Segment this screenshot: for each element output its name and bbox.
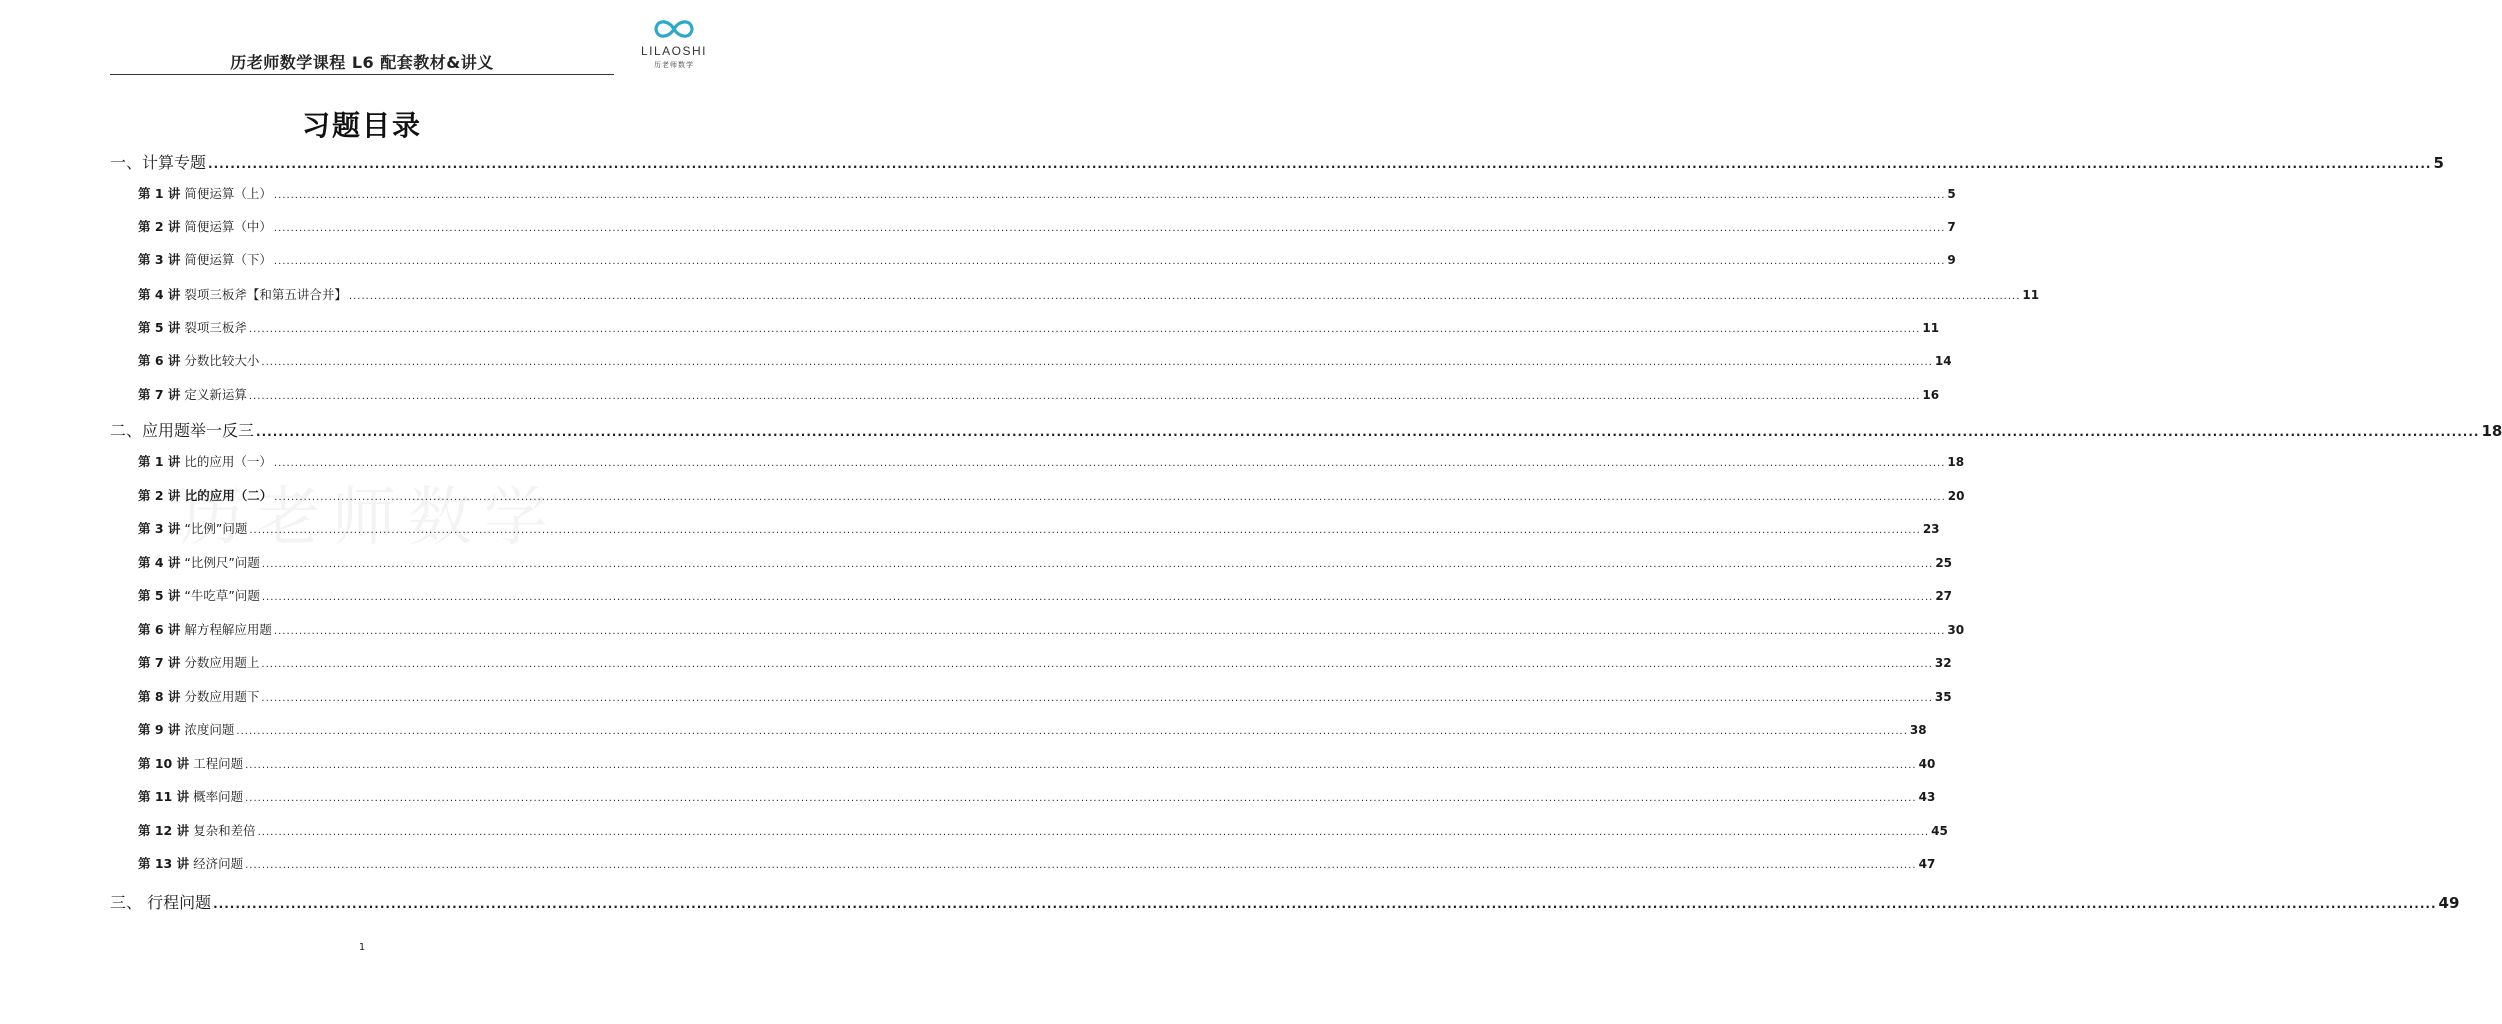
toc-lecture-title: 分数比较大小 [184,353,260,368]
toc-dot-leader: ................................................................................................................................................................................................................................................................................................................................................................................................................ [236,726,1908,737]
toc-dot-leader: ................................................................................................................................................................................................................................................................................................................................................................................................................ [273,626,1946,637]
toc-dot-leader: ................................................................................................................................................................................................................................................................................................................................................................................................................ [261,592,1934,603]
toc-section[interactable] [110,150,2444,173]
toc-entry[interactable] [138,754,1936,772]
toc-page-number: 49 [2438,894,2460,912]
toc-entry-label [138,821,256,839]
toc-dot-leader: ................................................................................................................................................................................................................................................................................................................................................................................................................ [273,256,1946,267]
toc-entry[interactable] [138,250,1956,268]
toc-entry-label [138,184,272,202]
toc-page-number: 35 [1934,690,1952,704]
toc-dot-leader: ................................................................................................................................................................................................................................................................................................................................................................................................................ [213,897,2437,911]
toc-entry[interactable] [138,653,1952,671]
toc-lecture-title: 工程问题 [193,756,244,771]
toc-lecture-title: 比的应用（一） [184,454,272,469]
toc-page-number: 25 [1935,556,1953,570]
toc-lecture-number: 第 7 讲 [138,655,181,670]
toc-page-number: 5 [1947,187,1956,201]
toc-entry[interactable] [138,553,1953,571]
toc-lecture-number: 第 2 讲 [138,219,181,234]
toc-page-number: 27 [1935,589,1953,603]
toc-lecture-number: 第 8 讲 [138,689,181,704]
toc-dot-leader: ................................................................................................................................................................................................................................................................................................................................................................................................................ [348,291,2021,302]
toc-page-number: 47 [1918,857,1936,871]
toc-entry[interactable] [138,787,1936,805]
toc-dot-leader: ................................................................................................................................................................................................................................................................................................................................................................................................................ [261,659,1933,670]
toc-entry[interactable] [138,385,1940,403]
toc-entry[interactable] [138,318,1940,336]
toc-page-number: 16 [1922,388,1940,402]
toc-page-number: 45 [1931,824,1948,838]
toc-lecture-title: 裂项三板斧 [184,320,247,335]
toc-page-number: 18 [1947,455,1965,469]
toc-lecture-title: 浓度问题 [184,722,235,737]
toc-lecture-title: 分数应用题上 [184,655,260,670]
toc-entry[interactable] [138,687,1952,705]
page-title: 习题目录 [301,109,422,142]
toc-dot-leader: ................................................................................................................................................................................................................................................................................................................................................................................................................ [248,391,1921,402]
toc-lecture-number: 第 2 讲 [138,488,181,503]
toc-page-number: 9 [1947,253,1956,267]
toc-entry-label [138,787,243,805]
header-title: 历老师数学课程 L6 配套教材&讲义 [230,53,494,72]
toc-section[interactable] [110,418,2502,441]
toc-entry[interactable] [138,586,1953,604]
toc-lecture-title: 简便运算（下） [184,252,272,267]
toc-lecture-title: 定义新运算 [184,387,247,402]
toc-lecture-number: 第 6 讲 [138,622,181,637]
toc-page-number: 43 [1918,790,1936,804]
toc-entry-label [138,720,234,738]
toc-dot-leader: ................................................................................................................................................................................................................................................................................................................................................................................................................ [256,425,2480,439]
toc-page-number: 40 [1918,757,1936,771]
toc-page-number: 38 [1909,723,1927,737]
toc-entry-label [138,285,347,303]
toc-dot-leader: ................................................................................................................................................................................................................................................................................................................................................................................................................ [273,190,1946,201]
toc-lecture-number: 第 12 讲 [138,823,190,838]
toc-dot-leader: ................................................................................................................................................................................................................................................................................................................................................................................................................ [273,458,1946,469]
toc-entry[interactable] [138,184,1956,202]
toc-lecture-number: 第 4 讲 [138,555,181,570]
toc-lecture-number: 第 5 讲 [138,588,181,603]
toc-dot-leader: ................................................................................................................................................................................................................................................................................................................................................................................................................ [245,860,1917,871]
toc-lecture-title: 解方程解应用题 [184,622,272,637]
toc-page-number: 7 [1947,220,1956,234]
toc-entry[interactable] [138,720,1927,738]
toc-lecture-number: 第 3 讲 [138,521,181,536]
toc-page-number: 20 [1947,489,1965,503]
toc-lecture-title: 简便运算（上） [184,186,272,201]
toc-page-number: 11 [1922,321,1940,335]
toc-dot-leader: ................................................................................................................................................................................................................................................................................................................................................................................................................ [274,492,1946,503]
toc-dot-leader: ................................................................................................................................................................................................................................................................................................................................................................................................................ [245,760,1917,771]
toc-entry-label [138,217,272,235]
toc-entry-label [138,452,272,470]
toc-entry-label [138,486,272,504]
toc-entry-label [138,586,260,604]
toc-lecture-number: 第 10 讲 [138,756,190,771]
toc-section-label: 三、 行程问题 [110,893,212,912]
toc-entry-label [138,351,259,369]
logo-text: LILAOSHI [640,44,708,58]
toc-lecture-number: 第 1 讲 [138,186,181,201]
toc-lecture-title: 概率问题 [193,789,244,804]
toc-entry-label [138,385,247,403]
toc-page-number: 23 [1922,522,1940,536]
toc-lecture-title: “比例尺”问题 [184,555,260,570]
toc-page-number: 32 [1934,656,1952,670]
toc-section[interactable] [110,890,2460,913]
toc-entry[interactable] [138,519,1940,537]
toc-entry-label [138,620,272,638]
toc-lecture-number: 第 13 讲 [138,856,190,871]
logo-subtext: 历老师数学 [654,61,694,69]
toc-section-label: 一、计算专题 [110,153,207,172]
toc-entry-label [138,250,272,268]
toc-lecture-title: 比的应用（二） [184,488,273,503]
toc-dot-leader: ................................................................................................................................................................................................................................................................................................................................................................................................................ [248,324,1921,335]
toc-entry-label [138,519,247,537]
toc-entry[interactable] [138,486,1965,504]
toc-dot-leader: ................................................................................................................................................................................................................................................................................................................................................................................................................ [208,157,2432,171]
toc-entry[interactable] [138,821,1948,839]
toc-entry-label [138,318,247,336]
toc-entry[interactable] [138,351,1952,369]
toc-lecture-number: 第 5 讲 [138,320,181,335]
toc-section-label: 二、应用题举一反三 [110,421,255,440]
toc-page-number: 18 [2481,422,2502,440]
toc-dot-leader: ................................................................................................................................................................................................................................................................................................................................................................................................................ [273,223,1946,234]
toc-lecture-number: 第 11 讲 [138,789,190,804]
toc-lecture-number: 第 9 讲 [138,722,181,737]
toc-page-number: 30 [1947,623,1965,637]
toc-entry-label [138,653,259,671]
toc-lecture-title: 复杂和差倍 [193,823,256,838]
toc-dot-leader: ................................................................................................................................................................................................................................................................................................................................................................................................................ [249,525,1921,536]
toc-entry[interactable] [138,217,1956,235]
toc-lecture-number: 第 3 讲 [138,252,181,267]
toc-entry[interactable] [138,285,2040,303]
toc-entry-label [138,553,260,571]
toc-lecture-title: “比例”问题 [184,521,248,536]
toc-dot-leader: ................................................................................................................................................................................................................................................................................................................................................................................................................ [245,793,1917,804]
toc-lecture-number: 第 6 讲 [138,353,181,368]
footer-page-number: 1 [358,942,366,953]
toc-dot-leader: ................................................................................................................................................................................................................................................................................................................................................................................................................ [257,827,1930,838]
toc-lecture-title: 简便运算（中） [184,219,272,234]
toc-dot-leader: ................................................................................................................................................................................................................................................................................................................................................................................................................ [261,693,1933,704]
toc-page-number: 5 [2433,154,2444,172]
toc-lecture-number: 第 1 讲 [138,454,181,469]
toc-lecture-number: 第 7 讲 [138,387,181,402]
toc-lecture-title: 分数应用题下 [184,689,260,704]
toc-entry-label [138,854,243,872]
toc-entry-label [138,687,259,705]
toc-entry[interactable] [138,452,1965,470]
toc-entry[interactable] [138,854,1936,872]
toc-entry[interactable] [138,620,1965,638]
toc-lecture-title: 经济问题 [193,856,244,871]
toc-dot-leader: ................................................................................................................................................................................................................................................................................................................................................................................................................ [261,357,1933,368]
toc-dot-leader: ................................................................................................................................................................................................................................................................................................................................................................................................................ [261,559,1934,570]
toc-page-number: 14 [1934,354,1952,368]
toc-page-number: 11 [2022,288,2040,302]
toc-lecture-title: “牛吃草”问题 [184,588,260,603]
toc-lecture-title: 裂项三板斧【和第五讲合并】 [184,287,347,302]
toc-entry-label [138,754,243,772]
toc-lecture-number: 第 4 讲 [138,287,181,302]
